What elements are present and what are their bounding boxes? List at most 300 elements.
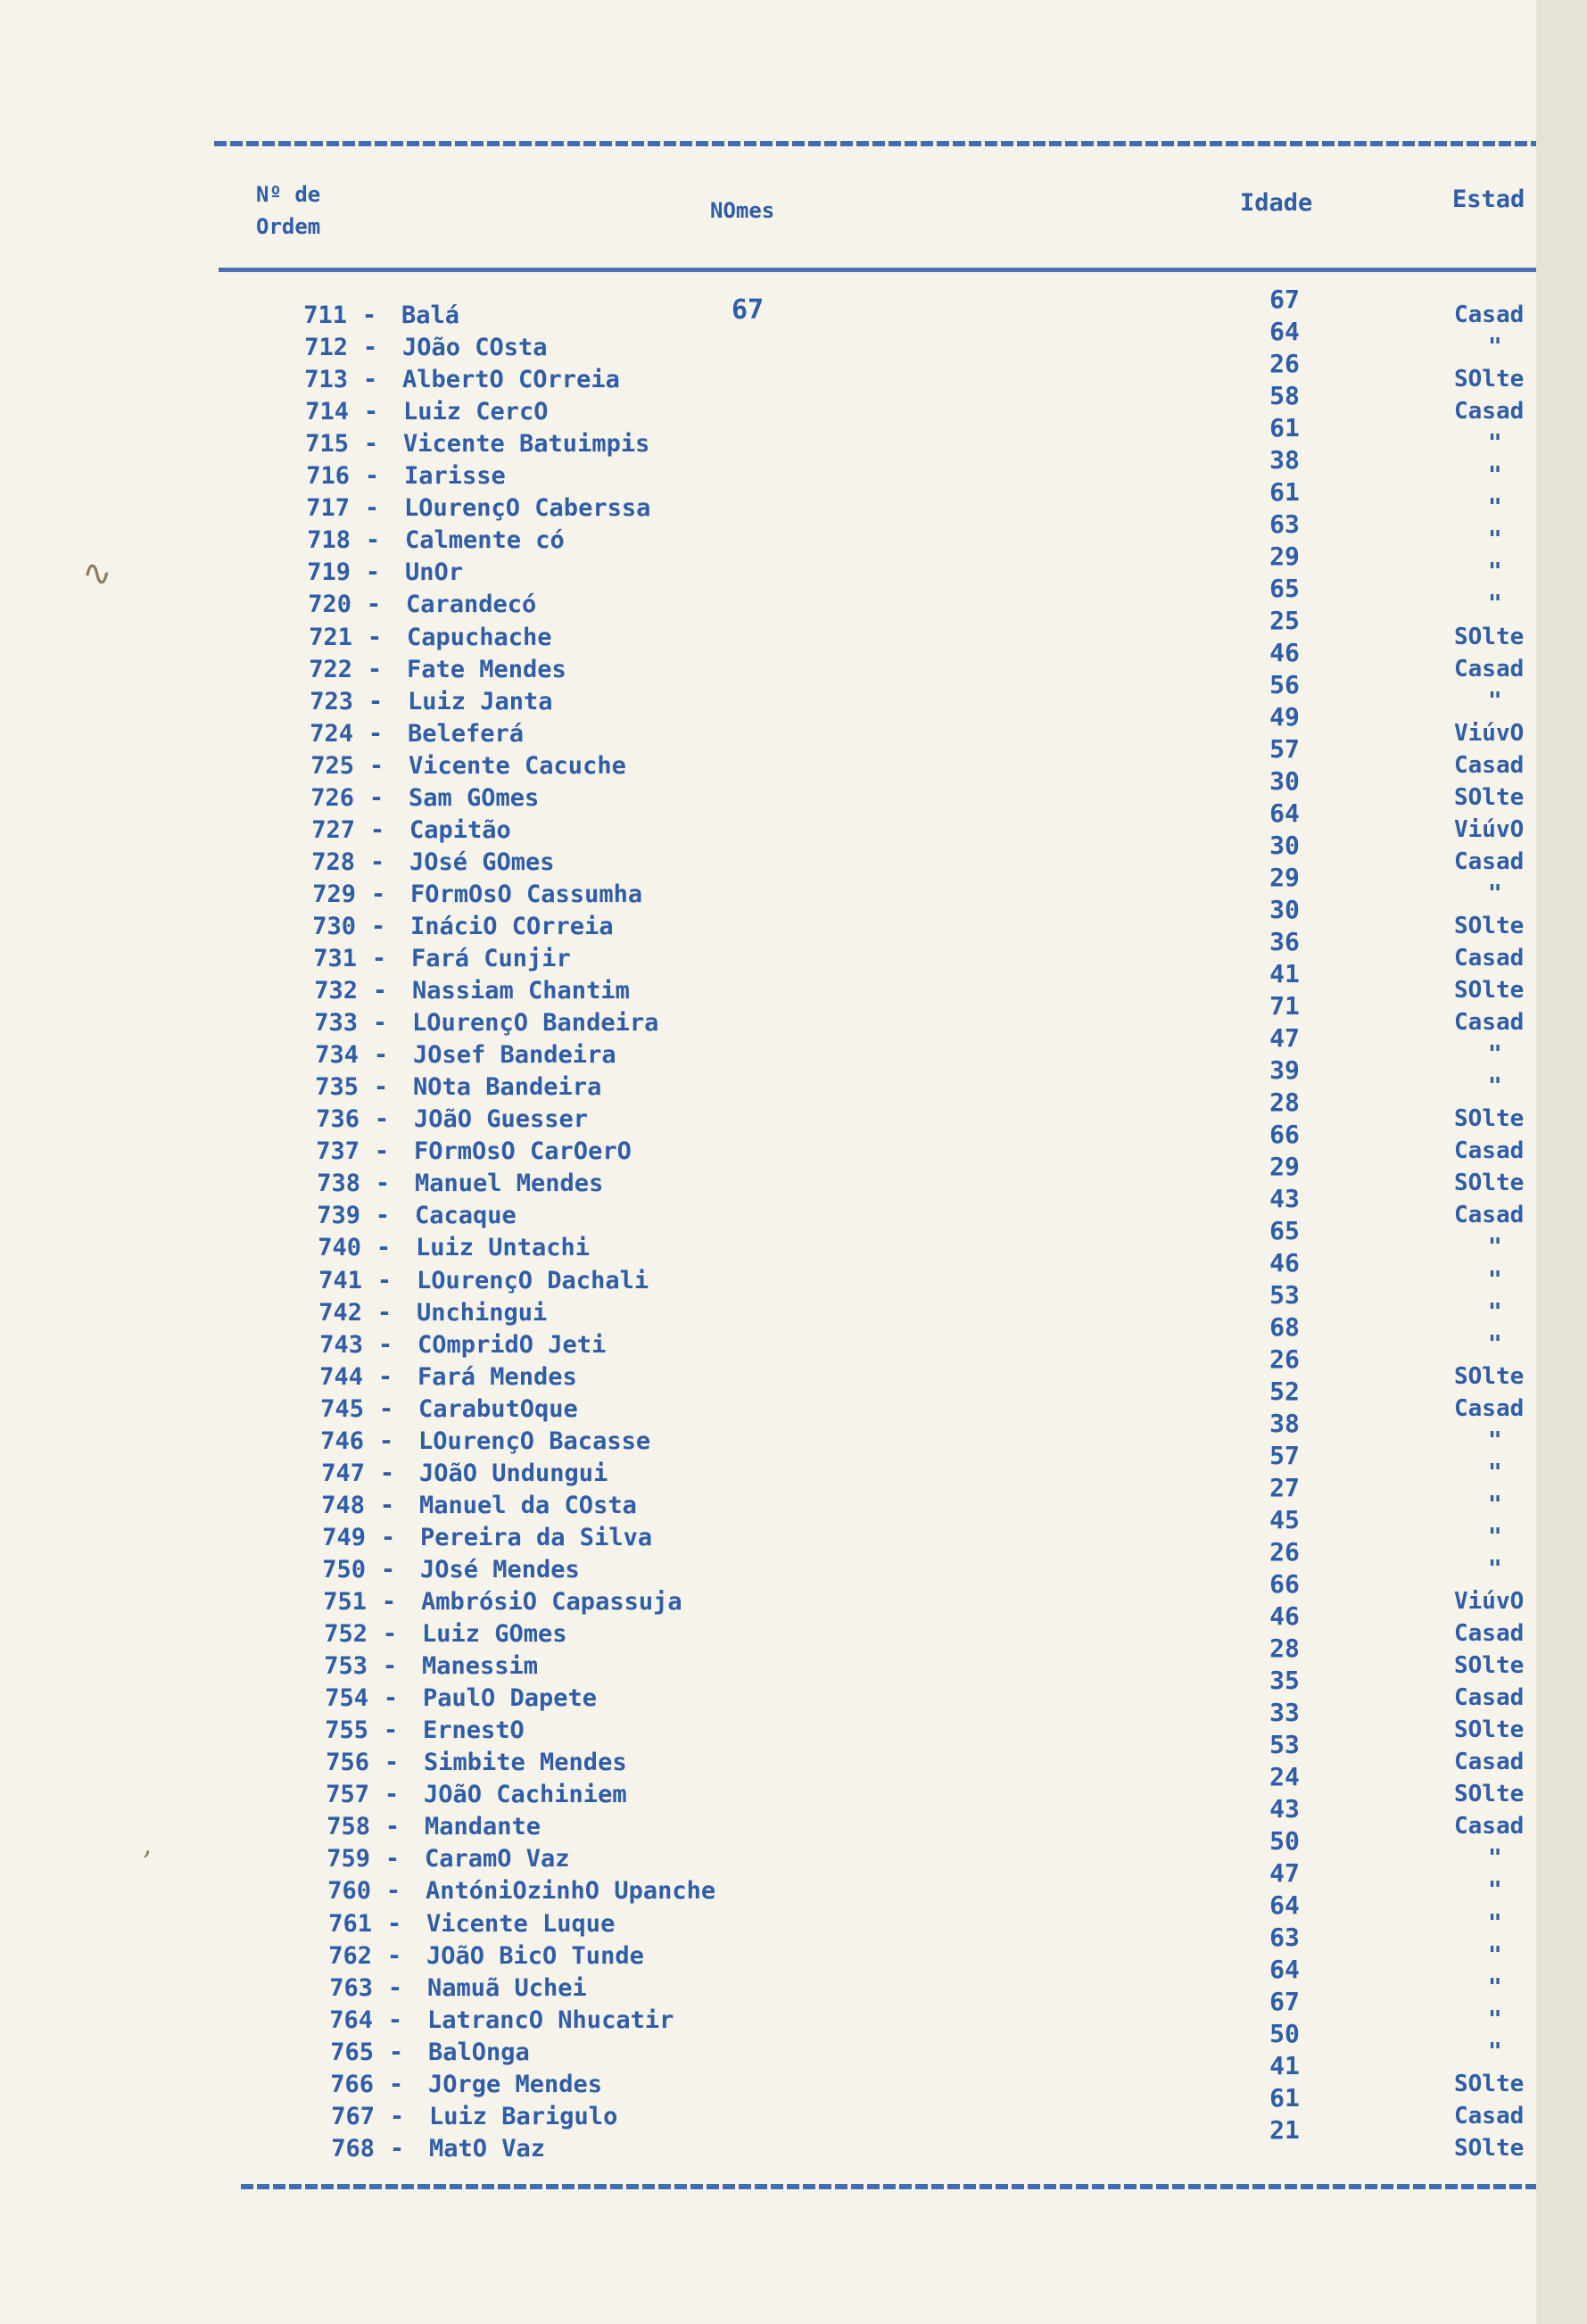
- entry-number: 719: [307, 558, 351, 587]
- entry-dash: -: [389, 2102, 405, 2130]
- entry-status: ": [1488, 526, 1502, 554]
- entry-name: JOsé Mendes: [420, 1555, 580, 1584]
- entry-status: ": [1488, 880, 1502, 907]
- entry-name: Namuã Uchei: [427, 1973, 587, 2002]
- entry-number: 760: [327, 1877, 371, 1906]
- entry-status: SOlte: [1454, 1362, 1525, 1390]
- entry-age: 57: [1269, 1441, 1300, 1470]
- entry-age: 26: [1269, 1537, 1300, 1567]
- entry-age: 64: [1269, 317, 1300, 346]
- entry-name: Fará Cunjir: [411, 945, 571, 972]
- entry-name: Capitão: [409, 815, 511, 844]
- entry-status: ViúvO: [1454, 1588, 1525, 1615]
- entry-age: 46: [1269, 1601, 1300, 1631]
- entry-status: ": [1488, 1523, 1502, 1551]
- entry-dash: -: [377, 1362, 393, 1391]
- entry-age: 63: [1269, 509, 1300, 539]
- entry-status: ": [1488, 2038, 1502, 2065]
- entry-name: Cacaque: [415, 1202, 517, 1230]
- entry-age: 30: [1269, 831, 1300, 860]
- entry-age: 28: [1269, 1088, 1300, 1117]
- entry-number: 749: [322, 1523, 366, 1551]
- entry-dash: -: [362, 366, 378, 394]
- entry-status: Casad: [1454, 2102, 1525, 2130]
- entry-name: Luiz GOmes: [422, 1620, 567, 1649]
- entry-status: ": [1488, 1941, 1502, 1969]
- entry-dash: -: [367, 655, 383, 683]
- entry-status: ": [1488, 1427, 1502, 1454]
- entry-number: 765: [330, 2038, 374, 2066]
- entry-number: 723: [310, 687, 353, 715]
- entry-dash: -: [367, 623, 383, 651]
- entry-status: SOlte: [1454, 366, 1525, 393]
- entry-name: InáciO COrreia: [410, 912, 614, 940]
- entry-number: 734: [315, 1041, 359, 1070]
- entry-dash: -: [374, 1137, 390, 1166]
- entry-number: 759: [326, 1845, 370, 1873]
- entry-number: 714: [305, 398, 349, 426]
- entry-age: 35: [1269, 1666, 1300, 1695]
- entry-number: 767: [331, 2102, 375, 2130]
- entry-age: 65: [1269, 1216, 1300, 1245]
- entry-number: 726: [310, 783, 354, 812]
- entry-age: 36: [1269, 927, 1300, 956]
- entry-name: FOrmOsO Cassumha: [410, 880, 643, 908]
- entry-number: 744: [319, 1362, 363, 1391]
- entry-age: 26: [1269, 349, 1300, 378]
- entry-dash: -: [377, 1330, 393, 1359]
- entry-age: 66: [1269, 1569, 1300, 1599]
- entry-dash: -: [378, 1427, 394, 1455]
- entry-name: Vicente Batuimpis: [403, 430, 650, 459]
- entry-name: UnOr: [405, 558, 464, 587]
- entry-number: 750: [322, 1555, 366, 1584]
- entry-name: JOãO BicO Tunde: [426, 1941, 644, 1970]
- entry-dash: -: [387, 2006, 403, 2034]
- header-no-ordem: [256, 178, 320, 243]
- entry-age: 29: [1269, 1152, 1300, 1181]
- entry-number: 740: [318, 1234, 361, 1262]
- entry-age: 26: [1269, 1344, 1300, 1374]
- page-number: 67: [732, 294, 765, 326]
- entry-dash: -: [388, 2070, 404, 2098]
- entry-dash: -: [375, 1202, 391, 1230]
- entry-age: 68: [1269, 1312, 1300, 1342]
- entry-age: 29: [1269, 863, 1300, 892]
- entry-number: 718: [307, 526, 351, 555]
- entry-status: Casad: [1454, 1749, 1525, 1776]
- entry-number: 713: [304, 366, 348, 394]
- paper-mark: ‚: [143, 1827, 153, 1861]
- entry-age: 53: [1269, 1280, 1300, 1310]
- entry-age: 66: [1269, 1120, 1300, 1149]
- entry-name: Manessim: [422, 1652, 539, 1681]
- entry-age: 67: [1269, 1987, 1300, 2016]
- entry-dash: -: [387, 1973, 403, 2002]
- entry-status: Casad: [1454, 1394, 1525, 1422]
- entry-age: 58: [1269, 381, 1300, 410]
- entry-dash: -: [369, 815, 385, 844]
- entry-name: JOão COsta: [402, 334, 548, 362]
- entry-dash: -: [368, 783, 384, 812]
- entry-status: ViúvO: [1454, 719, 1525, 747]
- entry-number: 729: [312, 880, 356, 908]
- entry-status: ": [1488, 462, 1502, 490]
- entry-number: 727: [311, 815, 355, 844]
- entry-dash: -: [363, 430, 379, 459]
- entry-number: 711: [303, 302, 347, 329]
- entry-number: 712: [304, 334, 348, 362]
- entry-number: 717: [306, 494, 350, 523]
- bottom-dashed-rule: [241, 2184, 1536, 2189]
- entry-dash: -: [365, 558, 381, 587]
- entry-dash: -: [368, 719, 384, 748]
- entry-status: ": [1488, 1041, 1502, 1069]
- header-estado: Estad: [1452, 186, 1525, 213]
- entry-status: ViúvO: [1454, 815, 1525, 843]
- entry-age: 61: [1269, 2083, 1300, 2113]
- entry-dash: -: [368, 687, 384, 715]
- entry-age: 64: [1269, 1955, 1300, 1984]
- entry-dash: -: [380, 1523, 396, 1551]
- entry-name: BalOnga: [428, 2038, 530, 2066]
- entry-number: 748: [321, 1491, 365, 1519]
- entry-status: ": [1488, 1973, 1502, 2001]
- entry-name: NOta Bandeira: [413, 1073, 602, 1102]
- entry-name: Carandecó: [406, 591, 537, 619]
- entry-number: 724: [310, 719, 353, 748]
- entry-number: 741: [318, 1266, 362, 1294]
- entry-age: 64: [1269, 1890, 1300, 1920]
- entry-dash: -: [378, 1394, 394, 1423]
- entry-age: 25: [1269, 606, 1300, 635]
- entry-name: JOãO Undungui: [419, 1459, 608, 1487]
- entry-number: 755: [325, 1716, 368, 1745]
- entry-status: ": [1488, 1073, 1502, 1101]
- entry-number: 756: [326, 1749, 369, 1777]
- entry-status: Casad: [1454, 1137, 1525, 1165]
- entry-dash: -: [365, 526, 381, 555]
- entry-dash: -: [384, 1845, 401, 1873]
- entry-name: LOurençO Bacasse: [418, 1427, 651, 1455]
- entry-status: ": [1488, 1845, 1502, 1873]
- entry-dash: -: [368, 751, 384, 780]
- entry-number: 737: [316, 1137, 360, 1166]
- entry-number: 752: [324, 1620, 368, 1649]
- entry-name: Calmente có: [405, 526, 565, 555]
- entry-name: Manuel da COsta: [419, 1491, 637, 1519]
- entry-number: 739: [317, 1202, 360, 1230]
- entry-name: AmbrósiO Capassuja: [421, 1588, 682, 1616]
- entry-number: 757: [326, 1781, 369, 1809]
- entry-status: SOlte: [1454, 1170, 1525, 1197]
- entry-status: SOlte: [1454, 2070, 1525, 2097]
- entry-age: 24: [1269, 1762, 1300, 1791]
- entry-status: ": [1488, 1234, 1502, 1261]
- entry-age: 50: [1269, 2019, 1300, 2048]
- entry-dash: -: [370, 912, 386, 940]
- entry-name: Fará Mendes: [417, 1362, 577, 1391]
- entry-dash: -: [379, 1459, 395, 1487]
- entry-name: MatO Vaz: [429, 2134, 546, 2163]
- entry-age: 45: [1269, 1505, 1300, 1534]
- entry-age: 53: [1269, 1730, 1300, 1759]
- entry-age: 56: [1269, 670, 1300, 699]
- entry-name: Sam GOmes: [409, 783, 540, 812]
- entry-age: 41: [1269, 2051, 1300, 2080]
- entry-name: ErnestO: [423, 1716, 525, 1745]
- entry-name: CarabutOque: [418, 1394, 578, 1423]
- entry-age: 38: [1269, 445, 1300, 475]
- entry-dash: -: [376, 1234, 392, 1262]
- entry-name: AlbertO COrreia: [402, 366, 620, 394]
- entry-age: 30: [1269, 895, 1300, 924]
- entry-dash: -: [364, 494, 380, 523]
- entry-name: Beleferá: [408, 719, 525, 748]
- entry-status: Casad: [1454, 1202, 1525, 1229]
- entry-status: SOlte: [1454, 977, 1525, 1005]
- entry-dash: -: [383, 1716, 399, 1745]
- entry-number: 751: [323, 1588, 367, 1616]
- entry-dash: -: [383, 1684, 399, 1713]
- entry-number: 722: [309, 655, 352, 683]
- entry-status: Casad: [1454, 655, 1525, 682]
- entry-number: 761: [328, 1909, 372, 1938]
- entry-status: ": [1488, 591, 1502, 618]
- entry-name: Simbite Mendes: [424, 1749, 627, 1777]
- header-rule: [219, 268, 1536, 272]
- entry-status: ": [1488, 1266, 1502, 1294]
- paper-mark: ∿: [82, 553, 112, 594]
- entry-dash: -: [384, 1749, 400, 1777]
- entry-status: ": [1488, 494, 1502, 522]
- entry-number: 738: [317, 1170, 360, 1198]
- entry-name: JOãO Guesser: [414, 1105, 589, 1134]
- entry-status: SOlte: [1454, 1652, 1525, 1680]
- entry-number: 747: [321, 1459, 365, 1487]
- entry-dash: -: [373, 1073, 389, 1102]
- entry-age: 39: [1269, 1055, 1300, 1085]
- entry-status: ": [1488, 1877, 1502, 1905]
- entry-name: Capuchache: [407, 623, 552, 651]
- entry-status: ": [1488, 430, 1502, 458]
- entry-name: Vicente Luque: [426, 1909, 616, 1938]
- entry-status: SOlte: [1454, 1781, 1525, 1808]
- entry-status: Casad: [1454, 398, 1525, 426]
- entry-name: LOurençO Caberssa: [404, 494, 651, 523]
- entry-age: 27: [1269, 1473, 1300, 1502]
- entry-dash: -: [366, 591, 382, 619]
- entry-name: PaulO Dapete: [423, 1684, 598, 1713]
- entry-name: Unchingui: [417, 1298, 548, 1327]
- entry-name: JOsef Bandeira: [413, 1041, 616, 1070]
- entry-name: COmpridO Jeti: [417, 1330, 607, 1359]
- entry-status: Casad: [1454, 1813, 1525, 1840]
- entry-age: 47: [1269, 1858, 1300, 1888]
- entry-number: 766: [330, 2070, 374, 2098]
- entry-dash: -: [382, 1652, 398, 1681]
- entry-name: Luiz CercO: [403, 398, 549, 426]
- entry-age: 30: [1269, 766, 1300, 796]
- entry-dash: -: [374, 1105, 390, 1134]
- entry-status: SOlte: [1454, 912, 1525, 939]
- entry-name: Balá: [401, 302, 460, 329]
- entry-number: 720: [308, 591, 351, 619]
- entry-name: Luiz Janta: [408, 687, 553, 715]
- entry-status: ": [1488, 334, 1502, 361]
- entry-age: 29: [1269, 542, 1300, 571]
- entry-dash: -: [388, 2038, 404, 2066]
- entry-status: Casad: [1454, 751, 1525, 779]
- entry-number: 758: [326, 1813, 370, 1841]
- entry-number: 764: [329, 2006, 373, 2034]
- entry-age: 46: [1269, 638, 1300, 667]
- entry-status: ": [1488, 1330, 1502, 1358]
- entry-age: 64: [1269, 798, 1300, 828]
- entry-dash: -: [370, 880, 386, 908]
- entry-age: 61: [1269, 413, 1300, 442]
- entry-age: 47: [1269, 1023, 1300, 1053]
- entry-dash: -: [361, 302, 377, 329]
- entry-number: 762: [328, 1941, 372, 1970]
- entry-name: JOãO Cachiniem: [424, 1781, 627, 1809]
- entry-age: 71: [1269, 991, 1300, 1021]
- entry-age: 28: [1269, 1633, 1300, 1663]
- entry-name: Luiz Untachi: [416, 1234, 591, 1262]
- entry-dash: -: [362, 334, 378, 362]
- entry-age: 49: [1269, 702, 1300, 732]
- entry-name: LatrancO Nhucatir: [427, 2006, 674, 2034]
- entry-dash: -: [364, 462, 380, 491]
- entry-status: Casad: [1454, 848, 1525, 875]
- entry-number: 743: [319, 1330, 363, 1359]
- entry-number: 754: [325, 1684, 368, 1713]
- entry-status: ": [1488, 1459, 1502, 1486]
- entry-dash: -: [380, 1555, 396, 1584]
- header-no-ordem-line2: Ordem: [256, 214, 321, 239]
- entry-name: JOrge Mendes: [428, 2070, 603, 2098]
- entry-age: 57: [1269, 734, 1300, 764]
- entry-number: 768: [331, 2134, 375, 2163]
- entry-status: Casad: [1454, 945, 1525, 972]
- entry-number: 745: [320, 1394, 364, 1423]
- entry-name: JOsé GOmes: [409, 848, 555, 876]
- entry-number: 733: [314, 1009, 358, 1038]
- entry-number: 731: [313, 945, 357, 972]
- header-nomes: NOmes: [710, 198, 775, 223]
- entry-dash: -: [369, 848, 385, 876]
- entry-dash: -: [384, 1813, 401, 1841]
- entry-status: ": [1488, 2006, 1502, 2033]
- entry-status: ": [1488, 1298, 1502, 1326]
- entry-number: 725: [310, 751, 354, 780]
- entry-age: 46: [1269, 1248, 1300, 1278]
- entry-age: 61: [1269, 477, 1300, 507]
- entry-number: 721: [309, 623, 352, 651]
- entry-status: SOlte: [1454, 623, 1525, 650]
- entry-number: 716: [306, 462, 350, 491]
- entry-dash: -: [373, 1041, 389, 1070]
- entry-age: 52: [1269, 1377, 1300, 1406]
- entry-dash: -: [382, 1620, 398, 1649]
- entry-number: 732: [314, 977, 358, 1005]
- entry-age: 63: [1269, 1923, 1300, 1952]
- entry-number: 763: [329, 1973, 373, 2002]
- entry-status: Casad: [1454, 302, 1525, 328]
- entry-dash: -: [376, 1266, 393, 1294]
- entry-number: 735: [315, 1073, 359, 1102]
- entry-status: ": [1488, 1491, 1502, 1518]
- entry-age: 65: [1269, 574, 1300, 603]
- entry-status: SOlte: [1454, 1716, 1525, 1744]
- entry-number: 736: [316, 1105, 360, 1134]
- entry-status: Casad: [1454, 1009, 1525, 1037]
- entry-name: Mandante: [425, 1813, 541, 1841]
- entry-number: 715: [305, 430, 349, 459]
- entry-status: ": [1488, 1909, 1502, 1937]
- entry-status: SOlte: [1454, 783, 1525, 811]
- page-edge: [1536, 0, 1587, 2324]
- entry-name: Manuel Mendes: [415, 1170, 604, 1198]
- entry-number: 742: [318, 1298, 362, 1327]
- entry-age: 43: [1269, 1794, 1300, 1824]
- entry-age: 33: [1269, 1698, 1300, 1727]
- entry-age: 67: [1269, 285, 1300, 314]
- entry-dash: -: [375, 1170, 391, 1198]
- entry-dash: -: [386, 1909, 402, 1938]
- entry-age: 38: [1269, 1409, 1300, 1438]
- entry-age: 43: [1269, 1184, 1300, 1213]
- entry-name: Luiz Barigulo: [429, 2102, 618, 2130]
- entry-age: 21: [1269, 2115, 1300, 2145]
- top-dashed-rule: [214, 141, 1536, 146]
- entry-dash: -: [384, 1781, 400, 1809]
- entry-number: 753: [324, 1652, 368, 1681]
- entry-status: SOlte: [1454, 1105, 1525, 1133]
- entry-number: 746: [320, 1427, 364, 1455]
- age-column: [1253, 284, 1316, 2146]
- entry-dash: -: [389, 2134, 405, 2163]
- entry-dash: -: [371, 945, 387, 972]
- entry-dash: -: [379, 1491, 395, 1519]
- entry-status: Casad: [1454, 1684, 1525, 1712]
- entry-name: LOurençO Bandeira: [412, 1009, 659, 1038]
- entry-age: 41: [1269, 959, 1300, 988]
- entry-age: 50: [1269, 1826, 1300, 1856]
- entry-name: Iarisse: [404, 462, 506, 491]
- entry-dash: -: [376, 1298, 393, 1327]
- entry-name: FOrmOsO CarOerO: [414, 1137, 632, 1166]
- entry-dash: -: [363, 398, 379, 426]
- entry-status: ": [1488, 687, 1502, 715]
- entry-dash: -: [381, 1588, 397, 1616]
- entry-status: ": [1488, 558, 1502, 586]
- entry-name: LOurençO Dachali: [417, 1266, 649, 1294]
- entry-status: ": [1488, 1555, 1502, 1583]
- header-no-ordem-line1: Nº de: [256, 182, 321, 207]
- entry-name: Pereira da Silva: [420, 1523, 653, 1551]
- header-idade: Idade: [1240, 189, 1313, 217]
- entry-dash: -: [386, 1941, 402, 1970]
- entry-name: Vicente Cacuche: [409, 751, 626, 780]
- entry-status: SOlte: [1454, 2134, 1525, 2162]
- entry-name: Nassiam Chantim: [412, 977, 630, 1005]
- entry-number: 730: [312, 912, 356, 940]
- entry-dash: -: [385, 1877, 401, 1906]
- entry-name: AntóniOzinhO Upanche: [426, 1877, 716, 1906]
- entry-dash: -: [372, 977, 388, 1005]
- entry-number: 728: [311, 848, 355, 876]
